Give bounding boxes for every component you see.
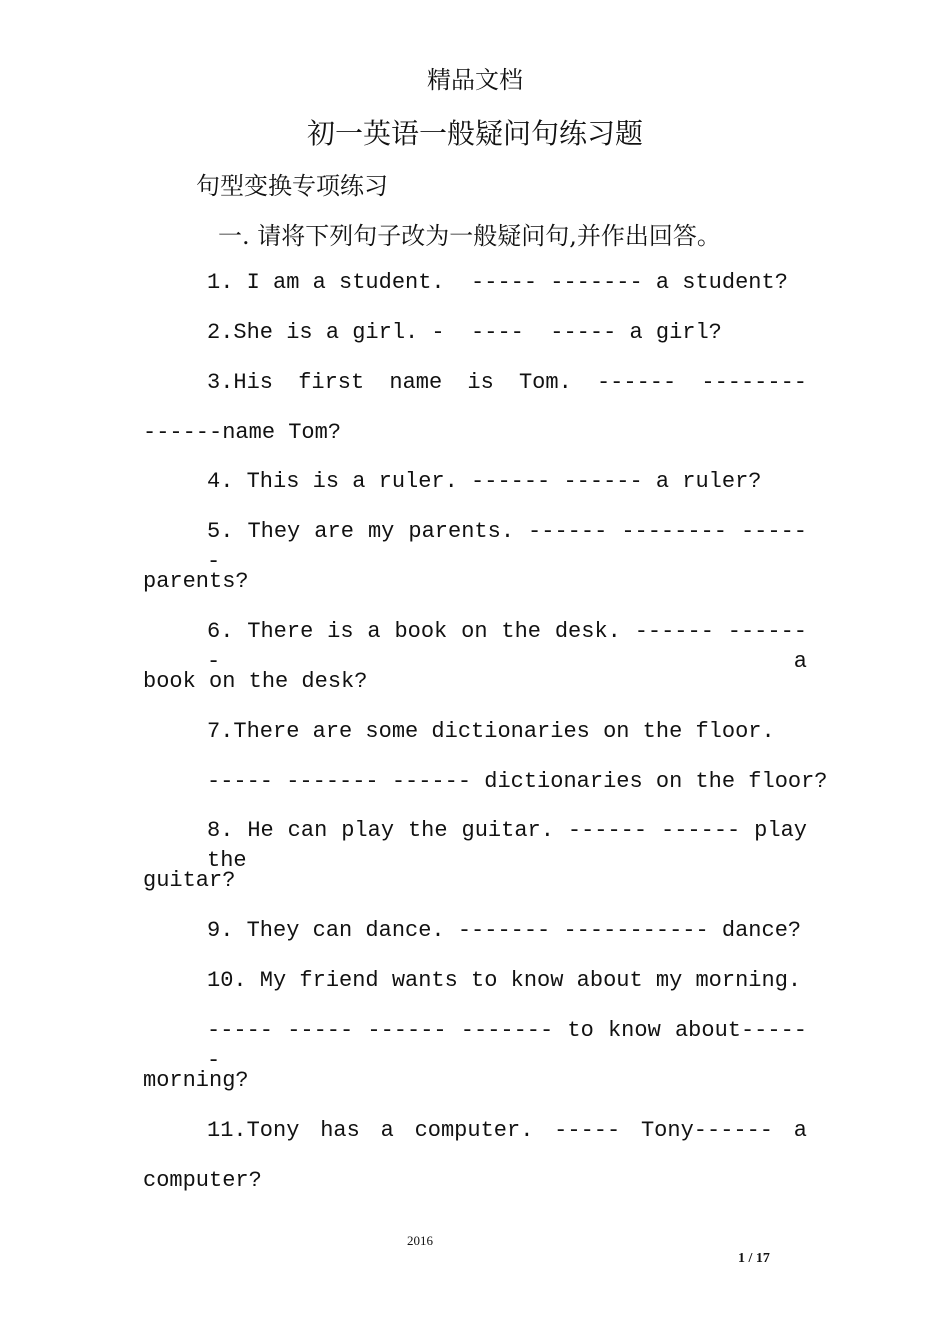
question-7-line-1: 7.There are some dictionaries on the floor. [207,719,775,744]
question-8-line-1: 8. He can play the guitar. ------ ------ play the [207,818,807,873]
exercise-instruction: 一. 请将下列句子改为一般疑问句,并作出回答。 [218,222,721,250]
question-1-line-1: 1. I am a student. ----- ------- a student? [207,270,788,295]
page-title: 初一英语一般疑问句练习题 [306,117,643,150]
question-6-line-1: 6. There is a book on the desk. ------ ------- a [207,619,807,674]
document-header: 精品文档 [427,66,523,94]
question-9-line-1: 9. They can dance. ------- ----------- dance? [207,918,802,943]
question-3-line-2: ------name Tom? [143,420,342,445]
page-number: 1 / 17 [738,1251,770,1266]
question-7-line-2: ----- ------- ------ dictionaries on the floor? [207,769,828,794]
question-10-line-3: morning? [143,1068,249,1093]
footer-year: 2016 [407,1233,433,1248]
question-11-line-2: computer? [143,1168,262,1193]
question-4-line-1: 4. This is a ruler. ------ ------ a ruler? [207,469,762,494]
question-5-line-1: 5. They are my parents. ------ -------- ------ [207,519,807,574]
question-6-line-2: book on the desk? [143,669,368,694]
question-11-line-1: 11.Tony has a computer. ----- Tony------ a [207,1118,807,1143]
question-8-line-2: guitar? [143,868,236,893]
question-10-line-1: 10. My friend wants to know about my morning. [207,968,802,993]
question-2-line-1: 2.She is a girl. - ---- ----- a girl? [207,320,722,345]
section-subtitle: 句型变换专项练习 [196,172,388,200]
question-10-line-2: ----- ----- ------ ------- to know about------ [207,1018,807,1073]
question-5-line-2: parents? [143,569,249,594]
question-3-line-1: 3.His first name is Tom. ------ -------- [207,370,807,395]
